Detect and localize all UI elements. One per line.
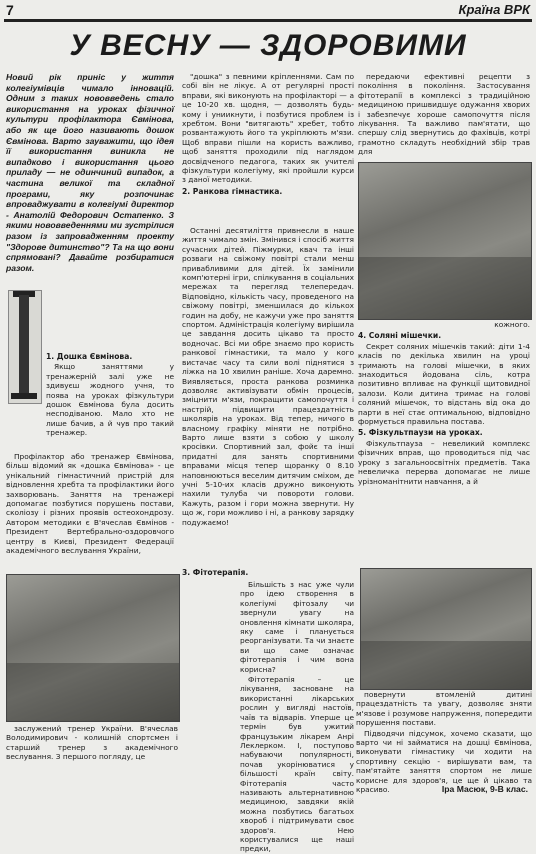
section-5-title: 5. Фізкультпаузи на уроках. — [358, 428, 483, 438]
publication-name: Країна ВРК — [458, 2, 530, 17]
section-1-paragraph-1: Якщо заняттями у тренажерній залі уже не здивуєш жодного учня, то поява на уроках фізкультури дошок Євмінова була досить несподіваною. Мало хто не лише бачив, а й чув про такий тренажер. — [46, 362, 174, 438]
column-3-paragraph-2: кожного. — [494, 320, 530, 329]
section-2-paragraph-1: Останні десятиліття привнесли в наше життя чимало змін. Змінився і спосіб життя сучасних дітей. Піжмурки, квач та інші розваги на свіжому повітрі стали менш привабливими для дітей. Їх замінили комп'ютерні ігри, спілкування в соціальних мережах та перегляд телепередач. Відповідно, кількість часу, проведеного на свіжому повітрі, зменшилася до кількох годин на добу, не кажучи уже про заняття спортом. Адміністрація колегіуму вирішила це завдання досить цікаво та просто водночас. Всі ми обре знаємо про користь ранкової гімнастики, та мало у кого вистачає часу та сили волі піднятися з ліжка на 10 хвилин раніше. Хоча даремно. Виявляється, проста ранкова розминка дозволяє активізувати обмін процесів, зміцнити м'язи, покращити самопочуття і настрій, підвищити працездатність школярів на уроках. Від тепер, ничого в власному графіку міняти не потрібно. Варто лише взяти з собою у школу кросівки. Спортивний зал, фойє та інші придатні для занять спортивними вправами місця тепер щоранку 0 8.10 наповнюються веселим дитячим сміхом, де учні 5-10-их класів дружно виконують нахили тулуба чи повороти голови. Кажуть, разом і гори можна звернути. Ну що ж, гори можливо і ні, а ранкову зарядку подужаємо! — [182, 226, 354, 527]
headline: У ВЕСНУ — ЗДОРОВИМИ — [69, 29, 467, 62]
header-rule — [4, 19, 532, 22]
column-3-paragraph-1: передаючи ефективні рецепти з покоління в покоління. Застосування фітотерапії в комплексі з традиційною медициною пришвидшує одужання хворих і забезпечує хороше самопочуття після лікування. Та важливо пам'ятати, що спершу слід звернутись до фахівців, котрі грамотно складуть необхідний збір трав для — [358, 72, 530, 157]
section-2-body — [182, 226, 354, 570]
section-3-body — [240, 580, 354, 854]
intro-lead — [6, 72, 174, 312]
section-1-paragraph-2: Профілактор або тренажер Євмінова, більш відомий як «дошка Євмінова» - це унікальний гімнастичний пристрій для відновлення хребта та профілактики його захворювань. Заняття на тренажері допомагає позбутися порушень постави, сколіозу і різних проявів остеохондрозу. Автором методики є В'ячеслав Євмінов - Президент Вертебрально-оздоровчого центру в Києві, Президент Федерації академічного веслування України, — [6, 452, 174, 556]
section-3-paragraph-1: Більшість з нас уже чули про ідею створення в колегіумі фітозалу чи звернули увагу на оновлення кімнати школяра, яку саме і планується реорганізувати. Та чи знаєте ви що саме означає фітотерапія і чим вона корисна? — [240, 580, 354, 674]
section-3-paragraph-2: Фітотерапія – це лікування, засноване на використанні лікарських рослин у вигляді настоїв, чаїв та відварів. Уперше це термін був ужитий французьким лікарем Анрі Леклерком. І, поступово набуваючи популярності, почав укорінюватися у більшості країн світу. Фітотерапія часто називають альтернативною медициною, завдяки якій можна позбутись багатьох хвороб і підтримувати своє здоров'я. Нею користувалися ще наші предки, — [240, 675, 354, 854]
section-1-continued — [6, 724, 178, 796]
section-5-paragraph-1: Фізкультпауза – невеликий комплекс фізичних вправ, що проводиться під час уроку з загальноосвітніх предметів. Така невеличка перерва допомагає не лише урізноманітнити навчання, а й — [358, 438, 530, 486]
intro-text: Новий рік приніс у життя колегіумівців чимало інновацій. Одним з таких нововведень стало використання на уроках фізичної культури профілактора Євмінова, або як ще його називають дошок Євмінова. Варто зауважити, що ідея її використання виникла не випадково і використання цього приладу — не одинчиний випадок, а частина великої та складної програми, яку розпочинає впроваджувати в колегіумі директор - Анатолій Федорович Остапенко. З якими нововведеннями ми зустрілися разом із запровадженням проекту "Здорове дитинство"? Та на що вони спрямовані? Давайте розбиратися разом. — [6, 72, 174, 273]
section-3-title: 3. Фітотерапія. — [182, 568, 249, 577]
section-4-paragraph-1: Секрет соляних мішечків такий: діти 1-4 класів по декілька хвилин на уроці тримають на голові мішечки, в яких знаходиться йодована сіль, котра позитивно впливає на функції щитовидної залози. Коли дитина тримає на голові соляний мішечок, то відстань від ока до парти в неї стає оптимальною, відповідно формується правильна постава. — [358, 341, 530, 427]
section-1-body — [6, 452, 174, 570]
photo-classroom — [358, 162, 532, 320]
section-4-title: 4. Соляні мішечки. — [358, 331, 442, 341]
column-2-top — [182, 72, 354, 222]
column-3-paragraph-3: повернути втомленій дитині працездатність та увагу, дозволяє зняти м'язове і розумове напруження, попередити порушення постави. — [356, 690, 532, 728]
evminov-board-image — [8, 290, 42, 404]
photo-gym-equipment — [6, 574, 180, 722]
column-2-paragraph-1: "дошка" з певними кріпленнями. Сам по собі він не лікує. А от регулярні прості вправи, які виконують на профілакторі — а це 10-20 хв. щодня, — дозволять будь-кому і униикнути, і позбутися проблем із хребтом. Вони "витягають" хребет, тобто розвантажують його та укріплюють м'язи. Щоб вправи пішли на користь важливо, щоб заняття проходили під наглядом досвідченого педагога, таких як учителі фізкультури колегіуму, які пройшли курси з даної методики. — [182, 72, 354, 185]
section-1-paragraph-3: заслужений тренер України. В'ячеслав Володимирович - колишній спортсмен і старший тренер з академічного веслування. З першого погляду, це — [6, 724, 178, 762]
section-1-lead — [46, 350, 174, 452]
column-3-middle — [358, 320, 530, 564]
column-3-top — [358, 72, 530, 160]
page-number: 7 — [6, 2, 14, 18]
column-3-paragraph-4: Підводячи підсумок, хочемо сказати, що варто чи ні займатися на дошці Євмінова, виконувати гімнастику чи ходити на спортивну секцію - вирішувати вам, та пам'ятайте заняття спортом не лише корисне для здоров'я, це ще й цікаво та красиво. — [356, 728, 532, 795]
section-2-title: 2. Ранкова гімнастика. — [182, 186, 283, 196]
author-signature: Іра Масюк, 9-В клас. — [441, 784, 528, 794]
section-1-title: 1. Дошка Євмінова. — [46, 352, 133, 361]
photo-gym-hall — [360, 568, 532, 690]
